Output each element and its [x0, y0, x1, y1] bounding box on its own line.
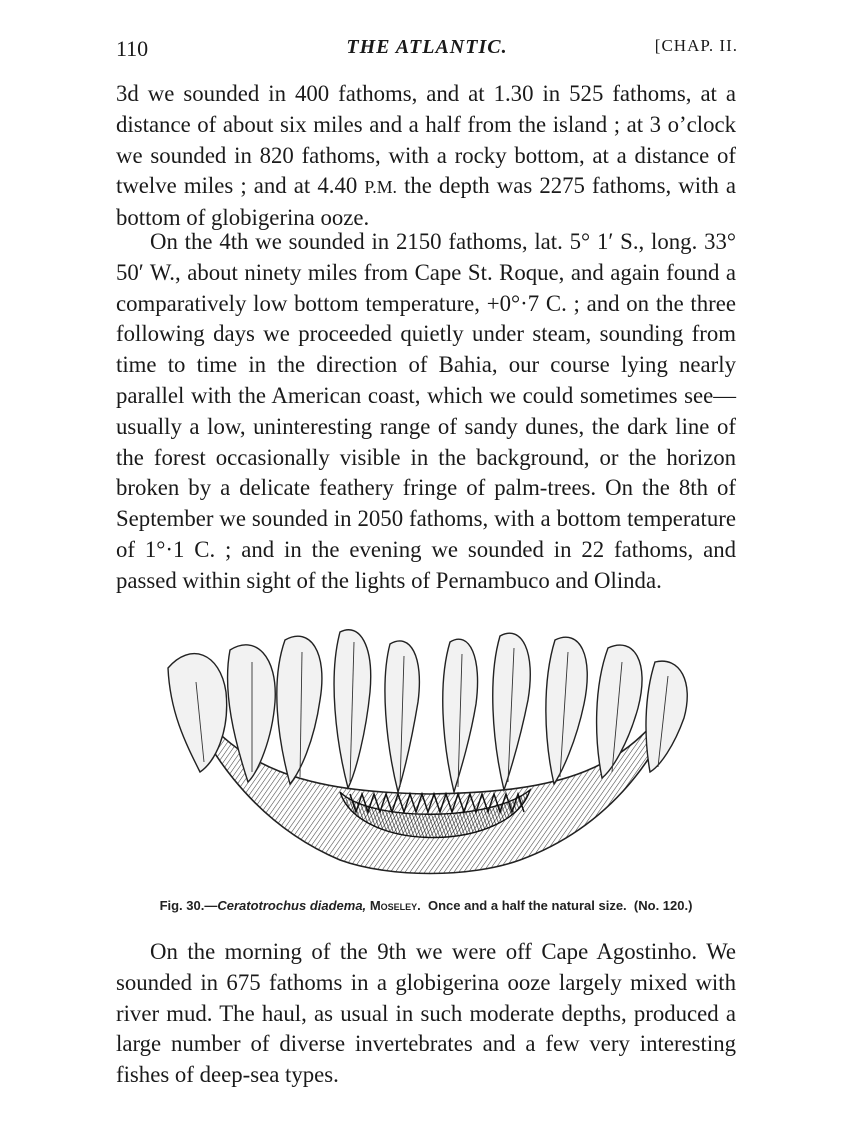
paragraph-1 — [116, 79, 736, 234]
figure-description: Once and a half the natural size. — [428, 898, 627, 913]
paragraph-1-text: 3d we sounded in 400 fathoms, and at 1.30 in 525 fathoms, at a distance of about six miles and a half from the island ; at 3 o’clock we sounded in 820 fathoms, with a rocky bottom, at a distance of twelve miles ; and at 4.40 — [116, 81, 736, 199]
chapter-label: [CHAP. II. — [654, 36, 738, 55]
figure-caption — [116, 898, 736, 913]
paragraph-1-end: the depth was 2275 fathoms, with a bottom of globigerina ooze. — [116, 173, 737, 231]
figure-label: Fig. 30.— — [159, 898, 218, 913]
paragraph-3: On the morning of the 9th we were off Cape Agostinho. We sounded in 675 fathoms in a globigerina ooze largely mixed with river mud. The haul, as usual in such moderate depths, produced a large number of diverse invertebrates and a few very interesting fishes of deep-sea types. — [116, 939, 736, 1088]
page-number: 110 — [116, 36, 149, 61]
figure-author: Moseley. — [369, 898, 421, 913]
figure-number: (No. 120.) — [633, 898, 693, 913]
running-title: THE ATLANTIC. — [346, 36, 508, 58]
coral-illustration — [160, 622, 700, 884]
pm-abbrev: P.M. — [364, 177, 397, 198]
page-header — [116, 36, 738, 66]
figure-species: Ceratotrochus diadema, — [217, 898, 367, 913]
paragraph-2: On the 4th we sounded in 2150 fathoms, lat. 5° 1′ S., long. 33° 50′ W., about ninety miles from Cape St. Roque, and again found a comparatively low bottom temperature, +0°·7 C. ; and on the three following days we proceeded quietly under steam, sounding from time to time in the direction of Bahia, our course lying nearly parallel with the American coast, which we could sometimes see—usually a low, uninteresting range of sandy dunes, the dark line of the forest occasionally visible in the background, or the horizon broken by a delicate feathery fringe of palm-trees. On the 8th of September we sounded in 2050 fathoms, with a bottom temperature of 1°·1 C. ; and in the evening we sounded in 22 fathoms, and passed within sight of the lights of Pernambuco and Olinda. — [116, 229, 736, 593]
